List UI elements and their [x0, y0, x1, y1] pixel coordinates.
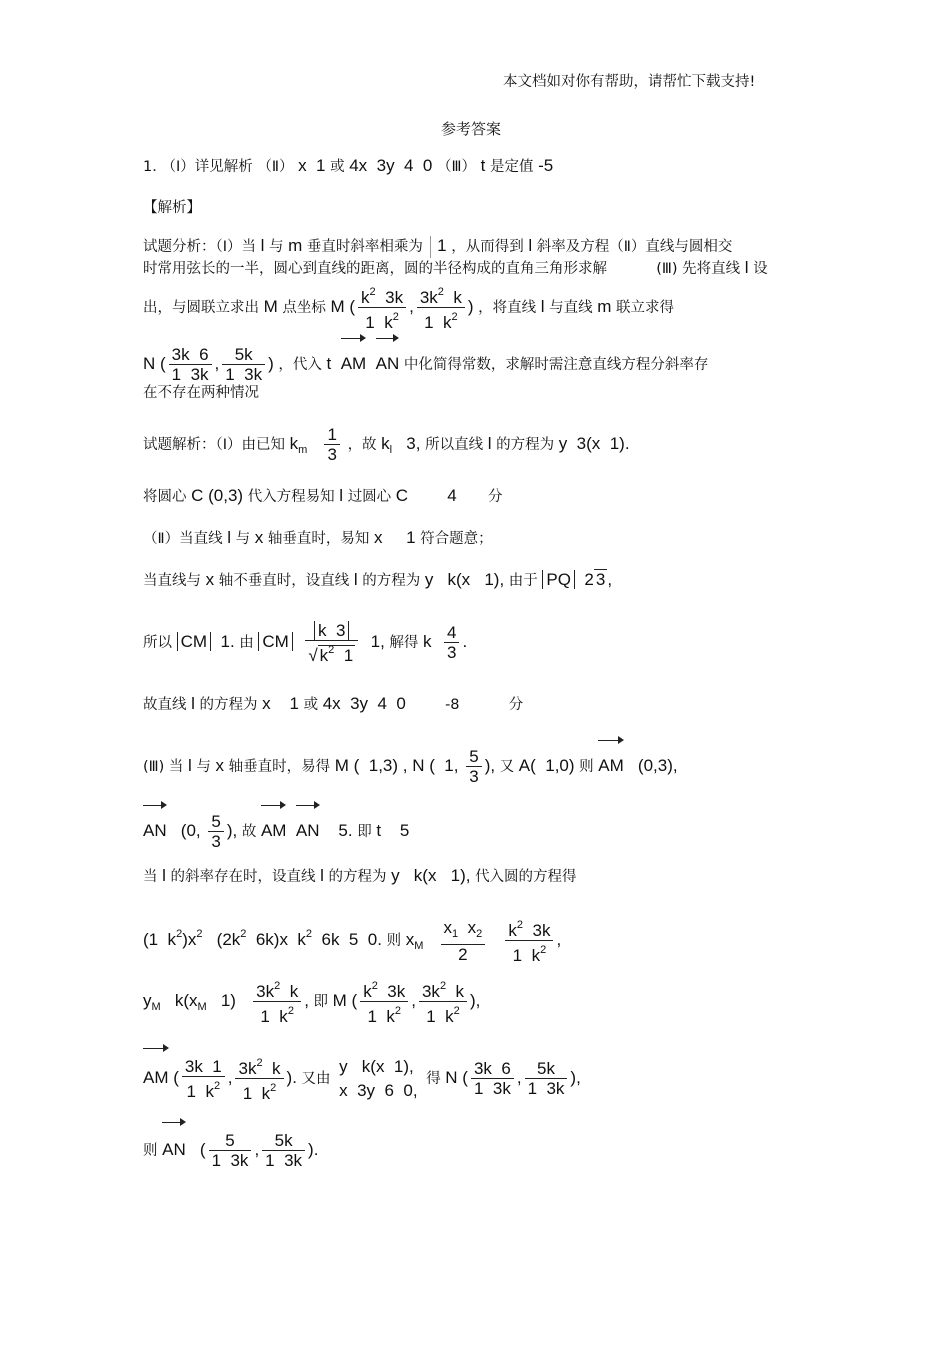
answer-const: -5	[538, 156, 554, 175]
vector-AM-formula: AM ( $\frac{3k 1}{1 k^2}$ , $\frac{3k^2 k}{1 k^2}$ ).	[143, 1068, 297, 1087]
var-l: l	[188, 756, 192, 775]
solution-text: 将圆心	[143, 489, 187, 505]
var-C: C	[395, 486, 409, 505]
var-l: l	[353, 570, 358, 589]
solution-line-13	[143, 1120, 318, 1175]
solution-line-6	[143, 694, 523, 715]
vector-AM: AM (0,3),	[598, 756, 677, 775]
solution-line-12	[143, 1046, 581, 1105]
cm-eq: CM 1.	[177, 632, 235, 651]
points-MN: M ( 1,3) , N ( 1, $\frac{5}{3}$ ),	[334, 747, 496, 787]
score-unit: 分	[487, 489, 503, 505]
point-N-formula: N ( $\frac{3k 6}{1 3k}$ , $\frac{5k}{1 3k}$ )	[143, 345, 274, 385]
vector-AN: AN (0, $\frac{5}{3}$ ),	[143, 821, 237, 840]
analysis-text: 点坐标	[282, 299, 326, 316]
solution-text: 由于	[508, 573, 538, 589]
solution-text: 则	[143, 1143, 158, 1159]
solution-text: 即	[313, 994, 329, 1010]
solution-text: 轴不垂直时，设直线	[218, 573, 350, 589]
analysis-value: 1	[437, 236, 447, 255]
jiexi-heading: 【解析】	[143, 200, 201, 216]
solution-text: 则	[579, 759, 594, 775]
solution-line-1	[143, 422, 630, 472]
slope-kl: $k_l$ 3,	[381, 434, 421, 456]
eq-x1: x 1	[262, 694, 299, 713]
analysis-line-2	[143, 258, 768, 279]
solution-text: 即	[357, 824, 372, 840]
solution-text: 代入方程易知	[247, 489, 335, 505]
k-value: k $\frac{4}{3}$ .	[423, 623, 468, 663]
analysis-text: ，从而得到	[451, 239, 524, 255]
solution-text: 试题解析：（Ⅰ）由已知	[143, 437, 286, 453]
header-note: 本文档如对你有帮助，请帮忙下载支持!	[503, 74, 756, 90]
answer-eq1: x 1	[298, 156, 326, 175]
analysis-text: 时常用弦长的一半，圆心到直线的距离，圆的半径构成的直角三角形求解	[143, 261, 607, 277]
solution-text: 或	[303, 697, 319, 713]
var-l: l	[162, 866, 166, 885]
vector-formula: t AM AN	[327, 354, 400, 373]
answer-eq2: 4x 3y 4 0	[349, 156, 433, 175]
var-x: x	[205, 570, 215, 589]
solution-text: 当	[143, 869, 158, 885]
var-l: l	[744, 258, 749, 277]
solution-text: 的方程为	[328, 869, 387, 885]
analysis-text: 出，与圆联立求出	[143, 299, 259, 316]
solution-line-10	[143, 910, 561, 970]
vector-AN-formula: AN ( $\frac{5}{1 3k}$ , $\frac{5k}{1 3k}$ ).	[162, 1140, 318, 1159]
eq-x1: x 1	[373, 528, 416, 547]
answer-line	[143, 156, 553, 177]
solution-text: 轴垂直时，易得	[228, 759, 331, 775]
var-l: l	[260, 236, 265, 255]
solution-text: 代入圆的方程得	[475, 869, 577, 885]
solution-text: 轴垂直时，易知	[267, 531, 370, 547]
formula-box	[430, 236, 431, 258]
var-l: l	[191, 694, 195, 713]
analysis-text: 设	[753, 261, 768, 277]
point-M-formula: M ( $\frac{k^2 3k}{1 k^2}$ , $\frac{3k^2 k}{1 k^2}$ ),	[333, 991, 481, 1010]
chord-length: PQ 2 3 ,	[542, 569, 612, 589]
solution-text: 又由	[301, 1071, 331, 1087]
solution-line-9	[143, 866, 577, 887]
circle-center: C (0,3)	[191, 486, 244, 505]
analysis-line-4	[143, 336, 708, 387]
analysis-text: 联立求得	[616, 299, 675, 316]
answer-or: 或	[330, 159, 345, 175]
point-A: A( 1,0)	[518, 756, 575, 775]
line-equation: y 3(x 1).	[558, 434, 630, 453]
var-l: l	[528, 236, 533, 255]
solution-line-4	[143, 570, 612, 591]
solution-text: 符合题意；	[420, 531, 493, 547]
equation-system: y k(x 1), x 3y 6 0,	[339, 1057, 418, 1100]
solution-text: ，故	[347, 437, 377, 453]
solution-line-2	[143, 486, 502, 507]
var-m: m	[597, 296, 612, 316]
solution-line-11	[143, 977, 480, 1031]
xm-formula: $x_M$ $\frac{x_1 x_2}{2}$ $\frac{k^2 3k}{1 k^2}$ ,	[405, 917, 562, 966]
analysis-text: ，将直线	[478, 299, 537, 316]
analysis-text: 试题分析：（Ⅰ）当	[143, 239, 257, 255]
answer-const-text: 是定值	[489, 159, 534, 175]
var-l: l	[487, 434, 492, 453]
answer-part1: （Ⅰ）详见解析	[161, 159, 253, 175]
solution-text: 得	[426, 1071, 441, 1087]
solution-text: 的方程为	[362, 573, 421, 589]
solution-text: 的方程为	[199, 697, 258, 713]
line-eq-k: y k(x 1),	[424, 570, 505, 589]
solution-text: 由	[239, 635, 254, 651]
solution-text: 当直线与	[143, 573, 201, 589]
var-m: m	[288, 236, 303, 255]
analysis-line-1	[143, 236, 732, 258]
solution-text: 与	[235, 531, 251, 547]
analysis-text: 垂直时斜率相乘为	[306, 239, 423, 255]
answer-number: 1.	[143, 159, 157, 175]
score-unit: 分	[508, 697, 524, 713]
solution-text: 的斜率存在时，设直线	[170, 869, 316, 885]
solution-text: 故	[241, 824, 257, 840]
analysis-line-5: 在不存在两种情况	[143, 385, 259, 401]
quadratic-eq: (1 $k^2)x^2$ ($2k^2$ 6k)x $k^2$ 6k 5 0.	[143, 928, 382, 949]
analysis-text: 与	[269, 239, 284, 255]
score-value: -8	[445, 697, 460, 713]
analysis-text: 斜率及方程（Ⅱ）直线与圆相交	[536, 239, 733, 255]
var-x: x	[254, 528, 264, 547]
solution-line-7	[143, 738, 678, 789]
line-eq-k: y k(x 1),	[391, 866, 471, 885]
answer-part3: （Ⅲ）	[437, 159, 476, 175]
solution-text: 则	[386, 933, 402, 949]
distance-formula: CM $\frac{k 3}{√ k^2 1}$ 1,	[258, 632, 384, 651]
slope-km: $k_m$ $\frac{1}{3}$	[290, 434, 343, 453]
var-l: l	[320, 866, 324, 885]
solution-text: 的方程为	[496, 437, 555, 453]
var-l: l	[339, 486, 344, 505]
analysis-text: (Ⅲ) 先将直线	[656, 261, 741, 277]
solution-text: 故直线	[143, 697, 187, 713]
solution-text: 与	[196, 759, 211, 775]
analysis-text: 中化简得常数，求解时需注意直线方程分斜率存	[403, 357, 709, 373]
solution-text: 过圆心	[347, 489, 392, 505]
page-title: 参考答案	[441, 120, 502, 138]
solution-line-8	[143, 803, 409, 854]
point-N-formula: N ( $\frac{3k 6}{1 3k}$ , $\frac{5k}{1 3k}$ ),	[445, 1059, 581, 1099]
eq-4x3y: 4x 3y 4 0	[322, 694, 406, 713]
analysis-line-3	[143, 283, 674, 332]
solution-line-3	[143, 528, 493, 549]
var-M: M	[263, 296, 278, 316]
score-value: 4	[447, 486, 457, 505]
var-x: x	[215, 756, 225, 775]
answer-t: t	[480, 156, 486, 175]
answer-part2: （Ⅱ）	[257, 159, 294, 175]
t-value: t 5	[376, 821, 410, 840]
solution-text: (Ⅲ) 当	[143, 759, 184, 775]
analysis-text: 与直线	[549, 299, 593, 316]
ym-formula: $y_M$ $k(x_M$ 1) $\frac{3k^2 k}{1 k^2}$ ,	[143, 991, 309, 1010]
analysis-text: ，代入	[278, 357, 322, 373]
var-l: l	[227, 528, 232, 547]
point-M-formula: M ( $\frac{k^2 3k}{1 k^2}$ , $\frac{3k^2 k}{1 k^2}$ )	[331, 297, 474, 316]
solution-line-5	[143, 614, 467, 671]
solution-text: 解得	[389, 635, 419, 651]
var-l: l	[540, 296, 545, 316]
solution-text: 又	[499, 759, 515, 775]
solution-text: 所以直线	[425, 437, 484, 453]
solution-text: （Ⅱ）当直线	[143, 531, 223, 547]
solution-text: 所以	[143, 635, 172, 651]
dot-product: AM AN 5.	[261, 821, 353, 840]
